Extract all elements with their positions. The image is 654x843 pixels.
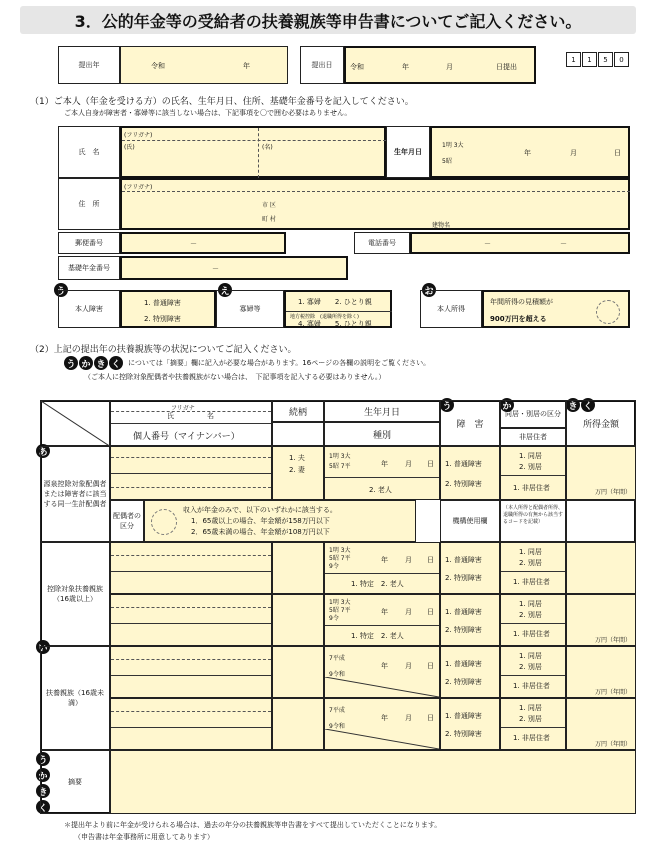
young2-relation-field[interactable]	[272, 698, 324, 750]
era-text: 5昭 7平	[329, 555, 351, 562]
dep2-name-field[interactable]	[110, 594, 272, 646]
yen-text: 万円（年間）	[595, 489, 632, 496]
disability-option: 2. 特別障害	[445, 678, 482, 686]
hi-text: 日	[427, 460, 434, 468]
org-use-label: 機構使用欄	[440, 500, 500, 542]
badge-ku: く	[109, 356, 123, 370]
name-label: 氏 名	[58, 126, 120, 178]
dep1-disability-field[interactable]	[440, 542, 500, 594]
era-text: 9令	[329, 563, 339, 570]
residence-option: 2. 別居	[519, 715, 542, 723]
badge-ki: き	[566, 398, 580, 412]
code-digit: 5	[598, 52, 613, 67]
dep2-relation-field[interactable]	[272, 594, 324, 646]
era-text: 1明 3大	[329, 453, 351, 460]
self-disability-label: 本人障害	[58, 290, 120, 328]
residence-option: 2. 別居	[519, 559, 542, 567]
year-text: 年	[243, 62, 250, 70]
young1-name-field[interactable]	[110, 646, 272, 698]
class-text: 2．65歳未満の場合、年金額が108万円以下	[191, 528, 330, 536]
young2-disability-field[interactable]	[440, 698, 500, 750]
badge-e: え	[218, 283, 232, 297]
elderly-option: 2. 老人	[369, 486, 392, 494]
tsuki-text: 月	[405, 460, 412, 468]
given-text: (名)	[262, 144, 273, 151]
residence-option: 1. 同居	[519, 548, 542, 556]
era-text: 9令和	[329, 671, 345, 678]
young-label: 扶養親族（16歳未満）	[40, 646, 110, 750]
nen-text: 年	[381, 662, 388, 670]
nen-text: 年	[381, 714, 388, 722]
era-text: 1明 3大	[329, 599, 351, 606]
badge-ku: く	[36, 800, 50, 814]
code-digit: 1	[582, 52, 597, 67]
dep1-income-field[interactable]	[566, 542, 636, 594]
residence-option: 1. 同居	[519, 600, 542, 608]
class-text: 1．65歳以上の場合、年金額が158万円以下	[191, 517, 330, 525]
disability-option: 2. 特別障害	[445, 626, 482, 634]
nonres-option: 1. 非居住者	[513, 484, 550, 492]
era-text: 5昭 7平	[329, 607, 351, 614]
badge-ka: か	[36, 768, 50, 782]
col-name-header: フリガナ 氏 名 個人番号（マイナンバー）	[110, 400, 272, 446]
income-circle[interactable]	[596, 300, 620, 324]
furigana-text: (フリガナ)	[124, 184, 153, 191]
young1-disability-field[interactable]	[440, 646, 500, 698]
badge-ki: き	[36, 784, 50, 798]
self-income-field[interactable]	[482, 290, 630, 328]
yen-text: 万円（年間）	[595, 689, 632, 696]
submit-year-field[interactable]	[120, 46, 288, 84]
disability-option: 2. 特別障害	[144, 315, 181, 323]
col-income-header: 所得金額	[566, 400, 636, 446]
col-dob-header: 生年月日	[324, 400, 440, 422]
self-disability-field[interactable]	[120, 290, 216, 328]
page-title: 3．公的年金等の受給者の扶養親族等申告書についてご記入ください。	[74, 11, 582, 31]
pension-field[interactable]	[120, 256, 348, 280]
name-field[interactable]	[120, 126, 386, 178]
code-digit: 0	[614, 52, 629, 67]
nonres-option: 1. 非居住者	[513, 734, 550, 742]
residence-option: 2. 別居	[519, 663, 542, 671]
young2-dob-field[interactable]	[324, 698, 440, 750]
hi-text: 日	[427, 556, 434, 564]
spouse-class-field[interactable]	[144, 500, 416, 542]
income-text: 年間所得の見積額が	[490, 298, 553, 306]
section2-heading: （2）上記の提出年の扶養親族等の状況についてご記入ください。	[30, 345, 297, 355]
badge-u: う	[36, 752, 50, 766]
col-residence-header: 同居・別居の区分	[500, 400, 566, 428]
era-text: 1明 3大	[442, 142, 464, 149]
spouse-income-field[interactable]	[566, 446, 636, 500]
footer-note2: （申告書は年金事務所に用意してあります）	[74, 833, 214, 841]
pension-dash: －	[212, 265, 219, 273]
hi-text: 日	[427, 662, 434, 670]
dep2-dob-field[interactable]	[324, 594, 440, 646]
widow-field[interactable]	[284, 290, 392, 328]
disability-option: 2. 特別障害	[445, 480, 482, 488]
submit-year-label: 提出年	[58, 46, 120, 84]
section1-heading: （1）ご本人（年金を受ける方）の氏名、生年月日、住所、基礎年金番号を記入してください。	[30, 97, 414, 107]
era-text: 5昭 7平	[329, 463, 351, 470]
phone-label: 電話番号	[354, 232, 410, 254]
address-field[interactable]	[120, 178, 630, 230]
corner-cell	[40, 400, 110, 446]
org-use-field	[566, 500, 636, 542]
dep1-name-field[interactable]	[110, 542, 272, 594]
month-text: 月	[446, 63, 453, 71]
badge-u: う	[54, 283, 68, 297]
town-text: 町 村	[262, 216, 276, 223]
dep1-relation-field[interactable]	[272, 542, 324, 594]
dob-label: 生年月日	[386, 126, 430, 178]
section2-note1	[64, 356, 624, 370]
note1-text: については「摘要」欄に記入が必要な場合があります。16ページの各欄の説明をご覧ください。	[128, 359, 431, 367]
year-text: 年	[402, 63, 409, 71]
pension-label: 基礎年金番号	[58, 256, 120, 280]
disability-option: 1. 普通障害	[445, 608, 482, 616]
nonres-option: 1. 非居住者	[513, 682, 550, 690]
tsuki-text: 月	[405, 556, 412, 564]
disability-option: 1. 普通障害	[445, 460, 482, 468]
badge-ka: か	[500, 398, 514, 412]
yen-text: 万円（年間）	[595, 637, 632, 644]
building-text: 建物名	[432, 222, 451, 229]
era-text: 9令	[329, 615, 339, 622]
young1-relation-field[interactable]	[272, 646, 324, 698]
dep-label: 控除対象扶養親族（16歳以上）	[40, 542, 110, 646]
furigana-text: (フリガナ)	[124, 132, 153, 139]
badge-i: い	[36, 640, 50, 654]
submit-date-field[interactable]	[344, 46, 536, 84]
submit-date-label: 提出日	[300, 46, 344, 84]
young1-income-field[interactable]	[566, 646, 636, 698]
nen-text: 年	[381, 608, 388, 616]
widow-note: 地方税控除 (退職所得を除く)	[290, 314, 359, 320]
surname-text: (氏)	[124, 144, 135, 151]
section1-note: ご本人自身が障害者・寡婦等に該当しない場合は、下記事項を〇で囲む必要はありません。	[64, 109, 352, 117]
dep-type-option: 1. 特定 2. 老人	[351, 580, 404, 588]
remarks-label: 摘要	[40, 750, 110, 814]
young1-dob-field[interactable]	[324, 646, 440, 698]
badge-a: あ	[36, 444, 50, 458]
young2-residence-field[interactable]	[500, 698, 566, 750]
spouse-residence-field[interactable]	[500, 446, 566, 500]
phone-dash: －	[484, 240, 491, 248]
phone-dash: －	[560, 240, 567, 248]
dep1-dob-field[interactable]	[324, 542, 440, 594]
yen-text: 万円（年間）	[595, 741, 632, 748]
col-relation-header: 続柄	[272, 400, 324, 422]
col-relation-blank	[272, 422, 324, 446]
self-income-label: 本人所得	[420, 290, 482, 328]
reiwa-text: 令和	[350, 63, 364, 71]
badge-ka: か	[79, 356, 93, 370]
spouse-relation-field[interactable]	[272, 446, 324, 500]
young2-income-field[interactable]	[566, 698, 636, 750]
form-code	[566, 52, 629, 67]
postal-dash: －	[190, 240, 197, 248]
remarks-field[interactable]	[110, 750, 636, 814]
era-text: 7平成	[329, 707, 345, 714]
residence-option: 1. 同居	[519, 452, 542, 460]
badge-u: う	[440, 398, 454, 412]
badge-u: う	[64, 356, 78, 370]
dep-type-option: 1. 特定 2. 老人	[351, 632, 404, 640]
page-title-bar	[20, 6, 636, 34]
address-label: 住 所	[58, 178, 120, 230]
relation-option: 1. 夫	[289, 454, 305, 462]
tsuki-text: 月	[405, 662, 412, 670]
phone-field[interactable]	[410, 232, 630, 254]
tsuki-text: 月	[405, 714, 412, 722]
nonres-option: 1. 非居住者	[513, 578, 550, 586]
nen-text: 年	[524, 149, 531, 157]
dep2-income-field[interactable]	[566, 594, 636, 646]
spouse-class-circle[interactable]	[151, 509, 177, 535]
income-text: 900万円を超える	[490, 315, 547, 323]
residence-option: 2. 別居	[519, 463, 542, 471]
residence-option: 2. 別居	[519, 611, 542, 619]
young2-name-field[interactable]	[110, 698, 272, 750]
residence-option: 1. 同居	[519, 704, 542, 712]
spouse-label: 源泉控除対象配偶者または障害者に該当する同一生計配偶者	[40, 446, 110, 542]
nen-text: 年	[381, 460, 388, 468]
nonres-option: 1. 非居住者	[513, 630, 550, 638]
disability-option: 1. 普通障害	[445, 712, 482, 720]
badge-ku: く	[581, 398, 595, 412]
residence-option: 1. 同居	[519, 652, 542, 660]
dep2-disability-field[interactable]	[440, 594, 500, 646]
disability-option: 2. 特別障害	[445, 574, 482, 582]
era-text: 1明 3大	[329, 547, 351, 554]
footer-note1: ＊提出年より前に年金が受けられる場合は、過去の年分の扶養親族等申告書をすべて提出していただくことになります。	[64, 821, 442, 829]
relation-option: 2. 妻	[289, 466, 305, 474]
org-use-note: （本人所得と配偶者所得、退職所得の有無から該当するコードを記載）	[500, 500, 566, 542]
young1-residence-field[interactable]	[500, 646, 566, 698]
section2-note2: （ご本人に控除対象配偶者や扶養親族がない場合は、 下記事項を記入する必要はありません。）	[84, 373, 386, 381]
class-text: 収入が年金のみで、以下のいずれかに該当する。	[183, 506, 337, 514]
dep1-residence-field[interactable]	[500, 542, 566, 594]
era-text: 7平成	[329, 655, 345, 662]
col-nonres-header: 非居住者	[500, 428, 566, 446]
tsuki-text: 月	[405, 608, 412, 616]
postal-field[interactable]	[120, 232, 286, 254]
spouse-name-field[interactable]	[110, 446, 272, 500]
disability-option: 1. 普通障害	[144, 299, 181, 307]
tsuki-text: 月	[570, 149, 577, 157]
nen-text: 年	[381, 556, 388, 564]
postal-label: 郵便番号	[58, 232, 120, 254]
era-text: 9令和	[329, 723, 345, 730]
disability-option: 2. 特別障害	[445, 730, 482, 738]
hi-text: 日	[427, 608, 434, 616]
dep2-residence-field[interactable]	[500, 594, 566, 646]
hi-text: 日	[427, 714, 434, 722]
col-type-header: 種別	[324, 422, 440, 446]
spouse-dob-field[interactable]	[324, 446, 440, 500]
day-submit-text: 日提出	[496, 63, 517, 71]
badge-o: お	[422, 283, 436, 297]
code-digit: 1	[566, 52, 581, 67]
hi-text: 日	[614, 149, 621, 157]
col-disability-header: 障 害	[440, 400, 500, 446]
era-text: 5昭	[442, 158, 452, 165]
widow-label: 寡婦等	[216, 290, 284, 328]
dob-field[interactable]	[430, 126, 630, 178]
disability-option: 1. 普通障害	[445, 556, 482, 564]
widow-option: 1. 寡婦 2. ひとり親	[298, 298, 372, 306]
badge-ki: き	[94, 356, 108, 370]
spouse-disability-field[interactable]	[440, 446, 500, 500]
city-text: 市 区	[262, 202, 276, 209]
spouse-class-label: 配偶者の区分	[110, 500, 144, 542]
disability-option: 1. 普通障害	[445, 660, 482, 668]
reiwa-text: 令和	[151, 62, 165, 70]
widow-option: 4. 寡婦 5. ひとり親	[298, 320, 372, 328]
